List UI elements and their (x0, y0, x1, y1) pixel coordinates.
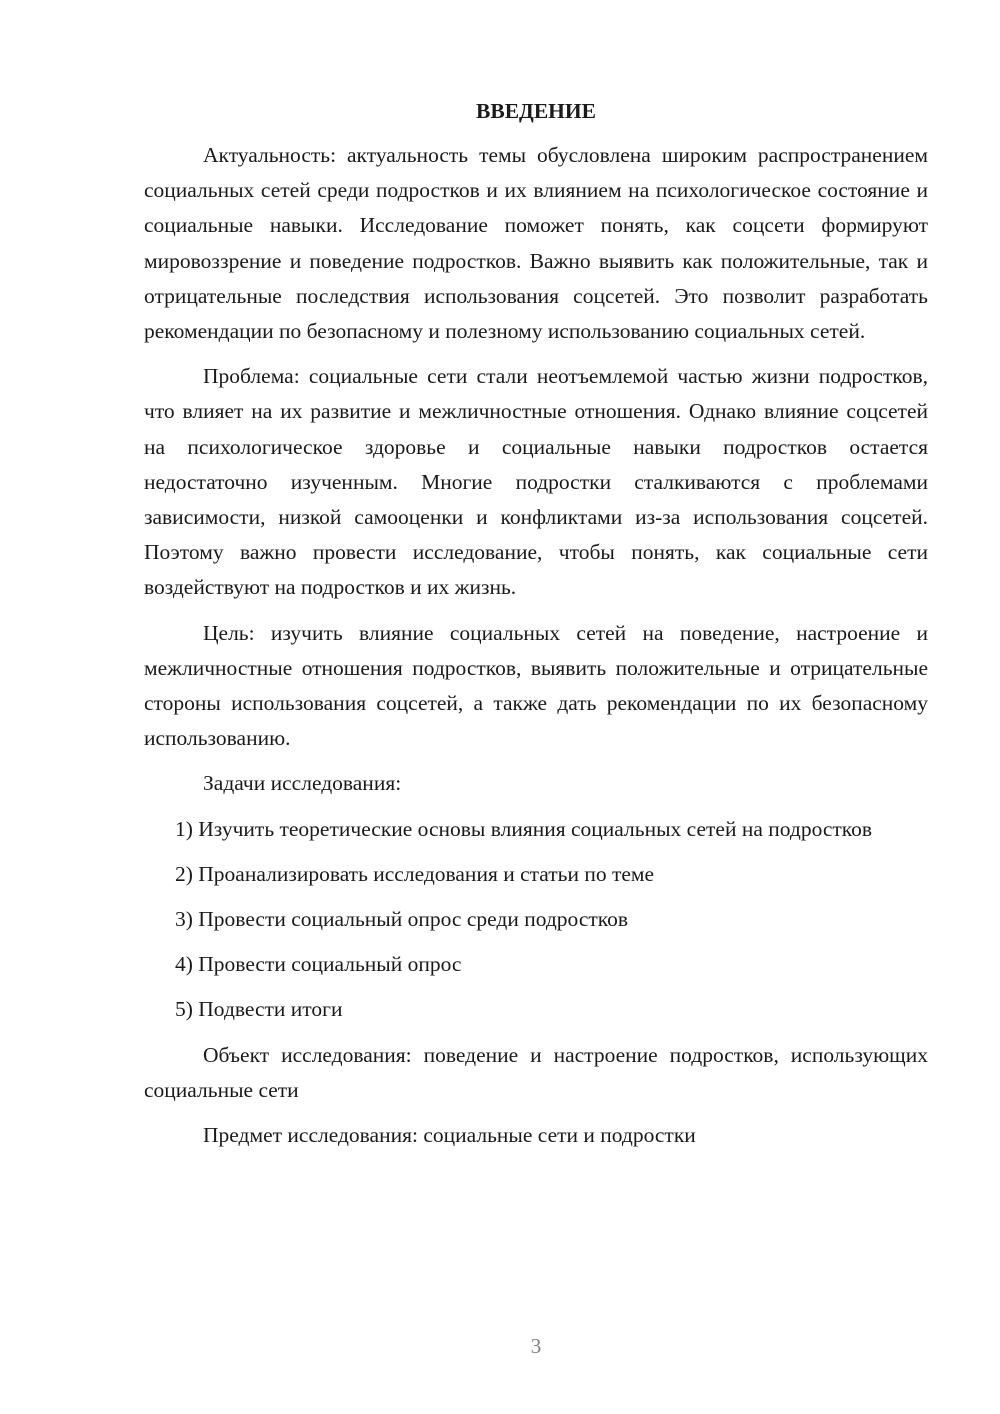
task-item-3: 3) Провести социальный опрос среди подростков (175, 907, 629, 932)
task-item-2: 2) Проанализировать исследования и статьи по теме (175, 861, 655, 886)
paragraph-goal: Цель: изучить влияние социальных сетей на поведение, настроение и межличностные отношения подростков, выявить положительные и отрицательные стороны использования соцсетей, а также дать рекомендации по их безопасному использованию. (144, 620, 928, 751)
section-heading: ВВЕДЕНИЕ (476, 99, 596, 123)
task-item-1: 1) Изучить теоретические основы влияния социальных сетей на подростков (175, 816, 873, 841)
paragraph-object: Объект исследования: поведение и настроение подростков, использующих социальные сети (144, 1042, 928, 1102)
paragraph-relevance: Актуальность: актуальность темы обусловлена широким распространением социальных сетей среди подростков и их влиянием на психологическое состояние и социальные навыки. Исследование поможет понять, как соцсети формируют мировоззрение и поведение подростков. Важно выявить как положительные, так и отрицательные последствия использования соцсетей. Это позволит разработать рекомендации по безопасному и полезному использованию социальных сетей. (144, 143, 928, 344)
paragraph-tasks-heading: Задачи исследования: (203, 771, 402, 796)
task-item-4: 4) Провести социальный опрос (175, 952, 462, 977)
task-item-5: 5) Подвести итоги (175, 997, 343, 1022)
page-number: 3 (530, 1334, 542, 1358)
document-page (144, 94, 928, 1163)
paragraph-problem: Проблема: социальные сети стали неотъемлемой частью жизни подростков, что влияет на их развитие и межличностные отношения. Однако влияние соцсетей на психологическое здоровье и социальные навыки подростков остается недостаточно изученным. Многие подростки сталкиваются с проблемами зависимости, низкой самооценки и конфликтами из-за использования соцсетей. Поэтому важно провести исследование, чтобы понять, как социальные сети воздействуют на подростков и их жизнь. (144, 364, 928, 600)
paragraph-subject: Предмет исследования: социальные сети и подростки (203, 1123, 696, 1148)
